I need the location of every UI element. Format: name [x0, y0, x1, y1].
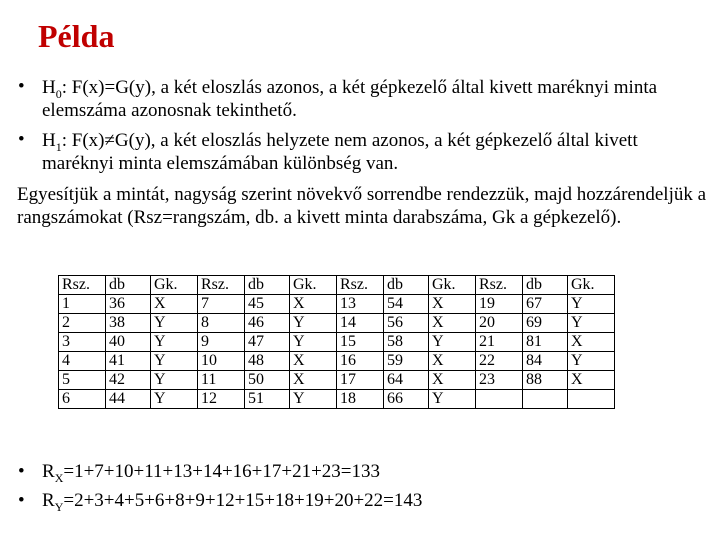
- table-cell: 3: [59, 333, 106, 352]
- table-cell: Y: [290, 333, 337, 352]
- table-cell: X: [290, 352, 337, 371]
- h1-letter: H: [42, 130, 56, 151]
- table-cell: X: [290, 295, 337, 314]
- table-cell: 67: [523, 295, 568, 314]
- h0-text: : F(x)=G(y), a két eloszlás azonos, a két gépkezelő által kivett maréknyi minta elemszáma azonosnak tekinthető.: [42, 77, 658, 121]
- table-cell: 11: [198, 371, 245, 390]
- table-cell: 38: [106, 314, 151, 333]
- rx-subscript: X: [54, 470, 64, 485]
- table-cell: X: [568, 333, 615, 352]
- table-cell: 48: [245, 352, 290, 371]
- ry-formula: =2+3+4+5+6+8+9+12+15+18+19+20+22=143: [63, 490, 423, 511]
- table-cell: Y: [429, 390, 476, 409]
- table-header-cell: Gk.: [429, 276, 476, 295]
- hypothesis-h1: [42, 129, 714, 175]
- bullet-marker: •: [18, 490, 25, 511]
- table-cell: X: [568, 371, 615, 390]
- h0-subscript: 0: [55, 86, 62, 101]
- table-header-cell: Gk.: [290, 276, 337, 295]
- table-cell: Y: [151, 333, 198, 352]
- table-row: [59, 352, 615, 371]
- table-cell: 46: [245, 314, 290, 333]
- sum-rx: [42, 461, 380, 483]
- table-cell: 84: [523, 352, 568, 371]
- table-cell: 13: [337, 295, 384, 314]
- table-cell: 8: [198, 314, 245, 333]
- table-cell: Y: [568, 295, 615, 314]
- table-cell: 40: [106, 333, 151, 352]
- table-header-cell: Gk.: [568, 276, 615, 295]
- table-cell: 47: [245, 333, 290, 352]
- table-cell: 6: [59, 390, 106, 409]
- table-cell: 2: [59, 314, 106, 333]
- table-cell: 23: [476, 371, 523, 390]
- table-cell: 21: [476, 333, 523, 352]
- table-cell: 81: [523, 333, 568, 352]
- table-header-cell: Rsz.: [476, 276, 523, 295]
- table-cell: 88: [523, 371, 568, 390]
- table-cell: 51: [245, 390, 290, 409]
- table-cell: 17: [337, 371, 384, 390]
- table-cell: 7: [198, 295, 245, 314]
- table-cell: Y: [429, 333, 476, 352]
- table-cell: 9: [198, 333, 245, 352]
- table-cell: 36: [106, 295, 151, 314]
- table-cell: Y: [151, 314, 198, 333]
- rx-formula: =1+7+10+11+13+14+16+17+21+23=133: [63, 461, 381, 482]
- table-cell: 59: [384, 352, 429, 371]
- table-header-cell: db: [106, 276, 151, 295]
- table-cell: X: [429, 371, 476, 390]
- table-row: [59, 295, 615, 314]
- table-cell: 5: [59, 371, 106, 390]
- bullet-marker: •: [18, 129, 25, 150]
- table-cell: 41: [106, 352, 151, 371]
- ry-letter: R: [42, 490, 55, 511]
- table-cell: Y: [568, 352, 615, 371]
- table-cell: 4: [59, 352, 106, 371]
- table-cell: 64: [384, 371, 429, 390]
- table-cell: [568, 390, 615, 409]
- table-cell: 45: [245, 295, 290, 314]
- table-cell: 18: [337, 390, 384, 409]
- table-cell: 10: [198, 352, 245, 371]
- rx-letter: R: [42, 461, 55, 482]
- table-cell: Y: [151, 352, 198, 371]
- table-header-row: [59, 276, 615, 295]
- table-cell: 54: [384, 295, 429, 314]
- table-cell: [523, 390, 568, 409]
- table-row: [59, 314, 615, 333]
- table-header-cell: db: [384, 276, 429, 295]
- table-cell: 14: [337, 314, 384, 333]
- table-row: [59, 390, 615, 409]
- table-cell: X: [429, 314, 476, 333]
- table-cell: 16: [337, 352, 384, 371]
- bullet-marker: •: [18, 76, 25, 97]
- table-cell: 56: [384, 314, 429, 333]
- table-cell: 69: [523, 314, 568, 333]
- table-header-cell: Rsz.: [198, 276, 245, 295]
- page-title: Példa: [38, 18, 115, 54]
- table-cell: X: [429, 352, 476, 371]
- sum-ry: [42, 490, 422, 512]
- table-cell: 20: [476, 314, 523, 333]
- table-cell: Y: [151, 390, 198, 409]
- h1-text: : F(x)≠G(y), a két eloszlás helyzete nem azonos, a két gépkezelő által kivett maréknyi minta elemszámában különbség van.: [42, 130, 638, 174]
- bullet-marker: •: [18, 461, 25, 482]
- ry-subscript: Y: [54, 499, 64, 514]
- table-header-cell: db: [523, 276, 568, 295]
- rank-table: [58, 275, 615, 409]
- table-cell: 15: [337, 333, 384, 352]
- hypothesis-h0: [42, 76, 714, 122]
- table-cell: 58: [384, 333, 429, 352]
- table-header-cell: Rsz.: [59, 276, 106, 295]
- table-cell: Y: [568, 314, 615, 333]
- table-row: [59, 371, 615, 390]
- table-cell: Y: [290, 314, 337, 333]
- method-paragraph: Egyesítjük a mintát, nagyság szerint növekvő sorrendbe rendezzük, majd hozzárendeljük a rangszámokat (Rsz=rangszám, db. a kivett minta darabszáma, Gk a gépkezelő).: [17, 184, 707, 228]
- table-cell: Y: [290, 390, 337, 409]
- table-row: [59, 333, 615, 352]
- table-cell: 1: [59, 295, 106, 314]
- table-cell: 66: [384, 390, 429, 409]
- table-cell: 12: [198, 390, 245, 409]
- table-header-cell: db: [245, 276, 290, 295]
- h0-letter: H: [42, 77, 56, 98]
- table-cell: 44: [106, 390, 151, 409]
- table-header-cell: Rsz.: [337, 276, 384, 295]
- table-cell: X: [151, 295, 198, 314]
- table-cell: 19: [476, 295, 523, 314]
- table-cell: 22: [476, 352, 523, 371]
- table-cell: 42: [106, 371, 151, 390]
- table-cell: X: [429, 295, 476, 314]
- table-cell: 50: [245, 371, 290, 390]
- table-cell: [476, 390, 523, 409]
- table-cell: Y: [151, 371, 198, 390]
- table-cell: X: [290, 371, 337, 390]
- table-header-cell: Gk.: [151, 276, 198, 295]
- h1-subscript: 1: [55, 139, 62, 154]
